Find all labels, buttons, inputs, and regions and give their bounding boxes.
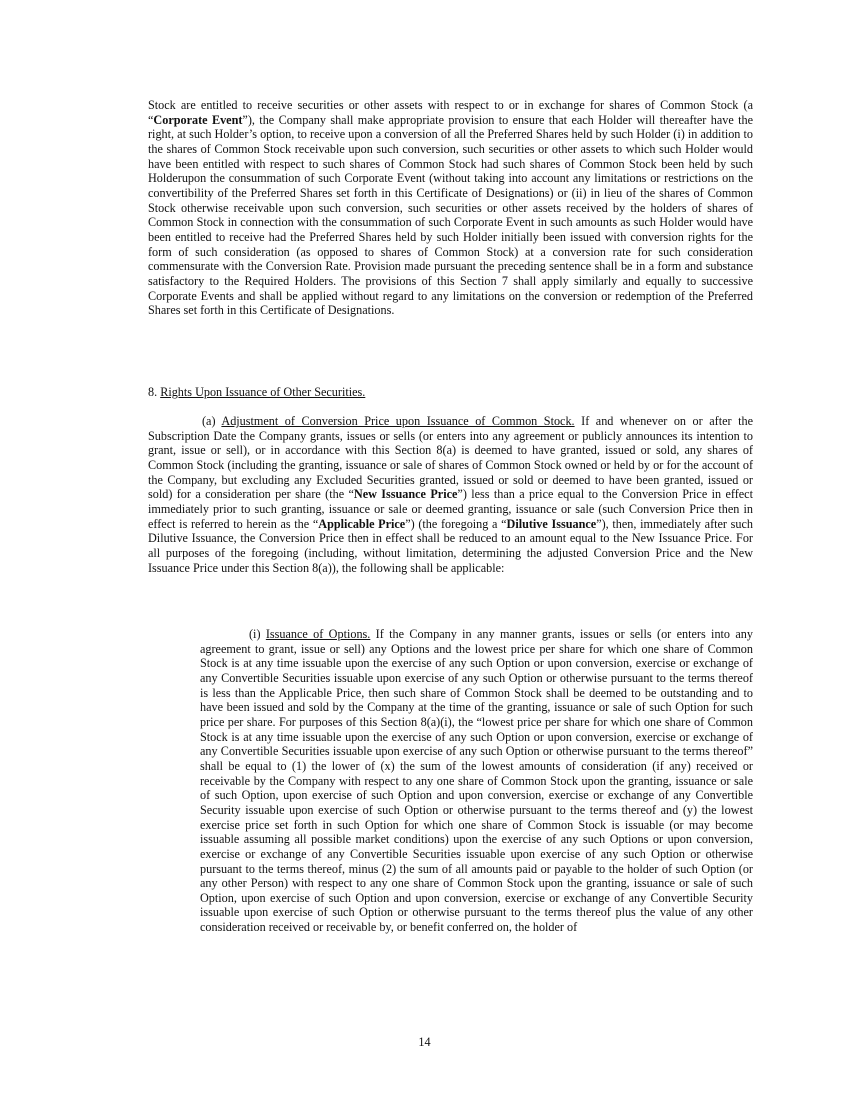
paragraph-label: (i) [249,627,266,641]
paragraph-text: ”) (the foregoing a “ [405,516,507,531]
paragraph-text: ”), then, immediately after such Dilutive Issuance, the Conversion Price then in effect shall be reduced to an amount equal to the New Issuance Price. For all purposes of the foregoing (including, without limitation, determining the adjusted Conversion Price and the New Issuance Price under this Section 8(a)), the following shall be applicable: [148,516,753,575]
defined-term-applicable-price: Applicable Price [318,516,406,531]
paragraph-text: ”), the Company shall make appropriate provision to ensure that each Holder will thereafter have the right, at such Holder’s option, to receive upon a conversion of all the Preferred Shares held by such Holder (i) in addition to the shares of Common Stock receivable upon such conversion, such securities or other assets to which such Holder would have been entitled with respect to such shares of Common Stock had such shares of Common Stock been held by such Holderupon the consummation of such Corporate Event (without taking into account any limitations or restrictions on the convertibility of the Preferred Shares set forth in this Certificate of Designations) or (ii) in lieu of the shares of Common Stock otherwise receivable upon such conversion, such securities or other assets received by the holders of shares of Common Stock in connection with the consummation of such Corporate Event in such amounts as such Holder would have been entitled to receive had the Preferred Shares held by such Holder initially been issued with conversion rights for the form of such consideration (as opposed to shares of Common Stock) at a conversion rate for such consideration commensurate with the Conversion Rate. Provision made pursuant the preceding sentence shall be in a form and substance satisfactory to the Required Holders. The provisions of this Section 7 shall apply similarly and equally to successive Corporate Events and shall be applied without regard to any limitations on the conversion or redemption of the Preferred Shares set forth in this Certificate of Designations. [148,112,753,318]
paragraph-8a-i [200,627,753,935]
paragraph-text: ”) less than a price equal to the Conversion Price in effect immediately prior to such granting, issuance or sale or deemed granting, issuance or sale (such Conversion Price then in effect is referred to herein as the “ [148,487,753,531]
paragraph-heading: Issuance of Options. [265,627,371,641]
defined-term-corporate-event: Corporate Event [153,112,243,127]
defined-term-dilutive-issuance: Dilutive Issuance [506,516,597,531]
paragraph-text: Stock are entitled to receive securities or other assets with respect to or in exchange for shares of Common Stock (a “ [148,98,753,127]
defined-term-new-issuance-price: New Issuance Price [353,487,458,502]
paragraph-8a [148,414,753,575]
page-number: 14 [418,1035,431,1049]
section-number: 8. [148,385,161,399]
paragraph-text: If and whenever on or after the Subscription Date the Company grants, issues or sells (or enters into any agreement or publicly announces its intention to grant, issue or sell), or in accordance with this Section 8(a) is deemed to have granted, issued or sold, any shares of Common Stock (including the granting, issuance or sale of shares of Common Stock owned or held by or for the account of the Company, but excluding any Excluded Securities granted, issued or sold or deemed to have been granted, issued or sold) for a consideration per share (the “ [148,414,753,502]
section-8-heading [148,385,753,400]
section-title: Rights Upon Issuance of Other Securities. [160,385,366,399]
paragraph-heading: Adjustment of Conversion Price upon Issuance of Common Stock. [221,414,575,428]
paragraph-text: If the Company in any manner grants, issues or sells (or enters into any agreement to grant, issue or sell) any Options and the lowest price per share for which one share of Common Stock is at any time issuable upon the exercise of any such Option or upon conversion, exercise or exchange of any Convertible Securities issuable upon exercise of any such Option or otherwise pursuant to the terms thereof is less than the Applicable Price, then such share of Common Stock shall be deemed to be outstanding and to have been issued and sold by the Company at the time of the granting, issuance or sale of such Option for such price per share. For purposes of this Section 8(a)(i), the “lowest price per share for which one share of Common Stock is at any time issuable upon the exercise of any such Option or upon conversion, exercise or exchange of any Convertible Securities issuable upon exercise of any such Option or otherwise pursuant to the terms thereof” shall be equal to (1) the lower of (x) the sum of the lowest amounts of consideration (if any) received or receivable by the Company with respect to any one share of Common Stock upon the granting, issuance or sale of such Option, upon exercise of such Option and upon conversion, exercise or exchange of any Convertible Security issuable upon exercise of such Option or otherwise pursuant to the terms thereof and (y) the lowest exercise price set forth in such Option for which one share of Common Stock is issuable (or may become issuable assuming all possible market conditions) upon the exercise of any such Options or upon conversion, exercise or exchange of any Convertible Securities issuable upon exercise of any such Option or otherwise pursuant to the terms thereof, minus (2) the sum of all amounts paid or payable to the holder of such Option (or any other Person) with respect to any one share of Common Stock upon the granting, issuance or sale of such Option, upon exercise of such Option and upon conversion, exercise or exchange of any Convertible Security issuable upon exercise of such Option or otherwise pursuant to the terms thereof plus the value of any other consideration received or receivable by, or benefit conferred on, the holder of [200,627,753,935]
paragraph-label: (a) [202,414,222,428]
paragraph-corporate-event [148,98,753,318]
